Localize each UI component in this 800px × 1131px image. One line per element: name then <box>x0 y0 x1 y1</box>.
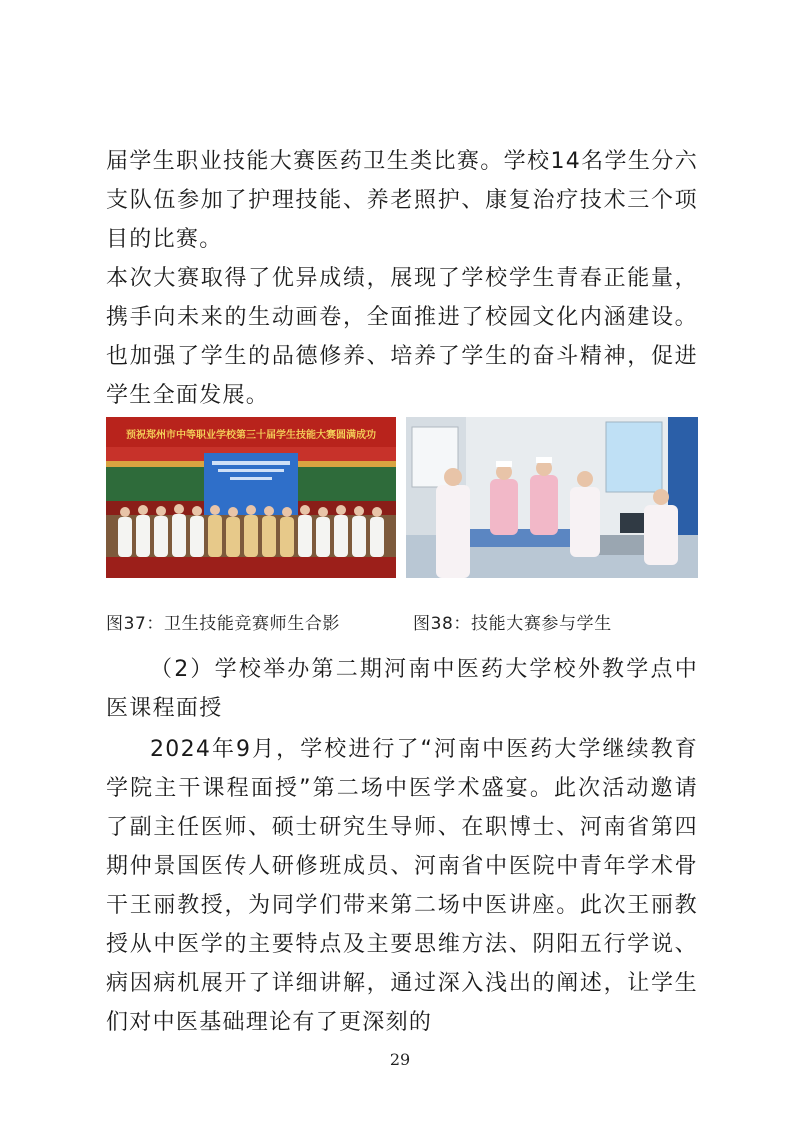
figure-38-caption: 图38：技能大赛参与学生 <box>413 614 612 634</box>
section-heading: （2）学校举办第二期河南中医药大学校外教学点中医课程面授 <box>106 657 698 721</box>
body-paragraph-3: 2024年9月，学校进行了“河南中医药大学继续教育学院主干课程面授”第二场中医学术盛宴。此次活动邀请了副主任医师、硕士研究生导师、在职博士、河南省第四期仲景国医传人研修班成员、河南省中医院中青年学术骨干王丽教授，为同学们带来第二场中医讲座。此次王丽教授从中医学的主要特点及主要思维方法、阴阳五行学说、病因病机展开了详细讲解，通过深入浅出的阐述，让学生们对中医基础理论有了更深刻的 <box>106 737 698 1035</box>
photo-skills-competition-students <box>406 417 698 578</box>
photo-teachers-students-group <box>106 417 396 578</box>
body-paragraph-2: 本次大赛取得了优异成绩，展现了学校学生青春正能量，携手向未来的生动画卷，全面推进了校园文化内涵建设。也加强了学生的品德修养、培养了学生的奋斗精神，促进学生全面发展。 <box>106 266 698 408</box>
page-number: 29 <box>389 1050 411 1069</box>
figure-37-caption: 图37：卫生技能竞赛师生合影 <box>106 614 341 634</box>
photo-banner-text: 预祝郑州市中等职业学校第三十届学生技能大赛圆满成功 <box>126 430 376 441</box>
body-paragraph-1: 届学生职业技能大赛医药卫生类比赛。学校14名学生分六支队伍参加了护理技能、养老照护、康复治疗技术三个项目的比赛。 <box>106 149 698 252</box>
